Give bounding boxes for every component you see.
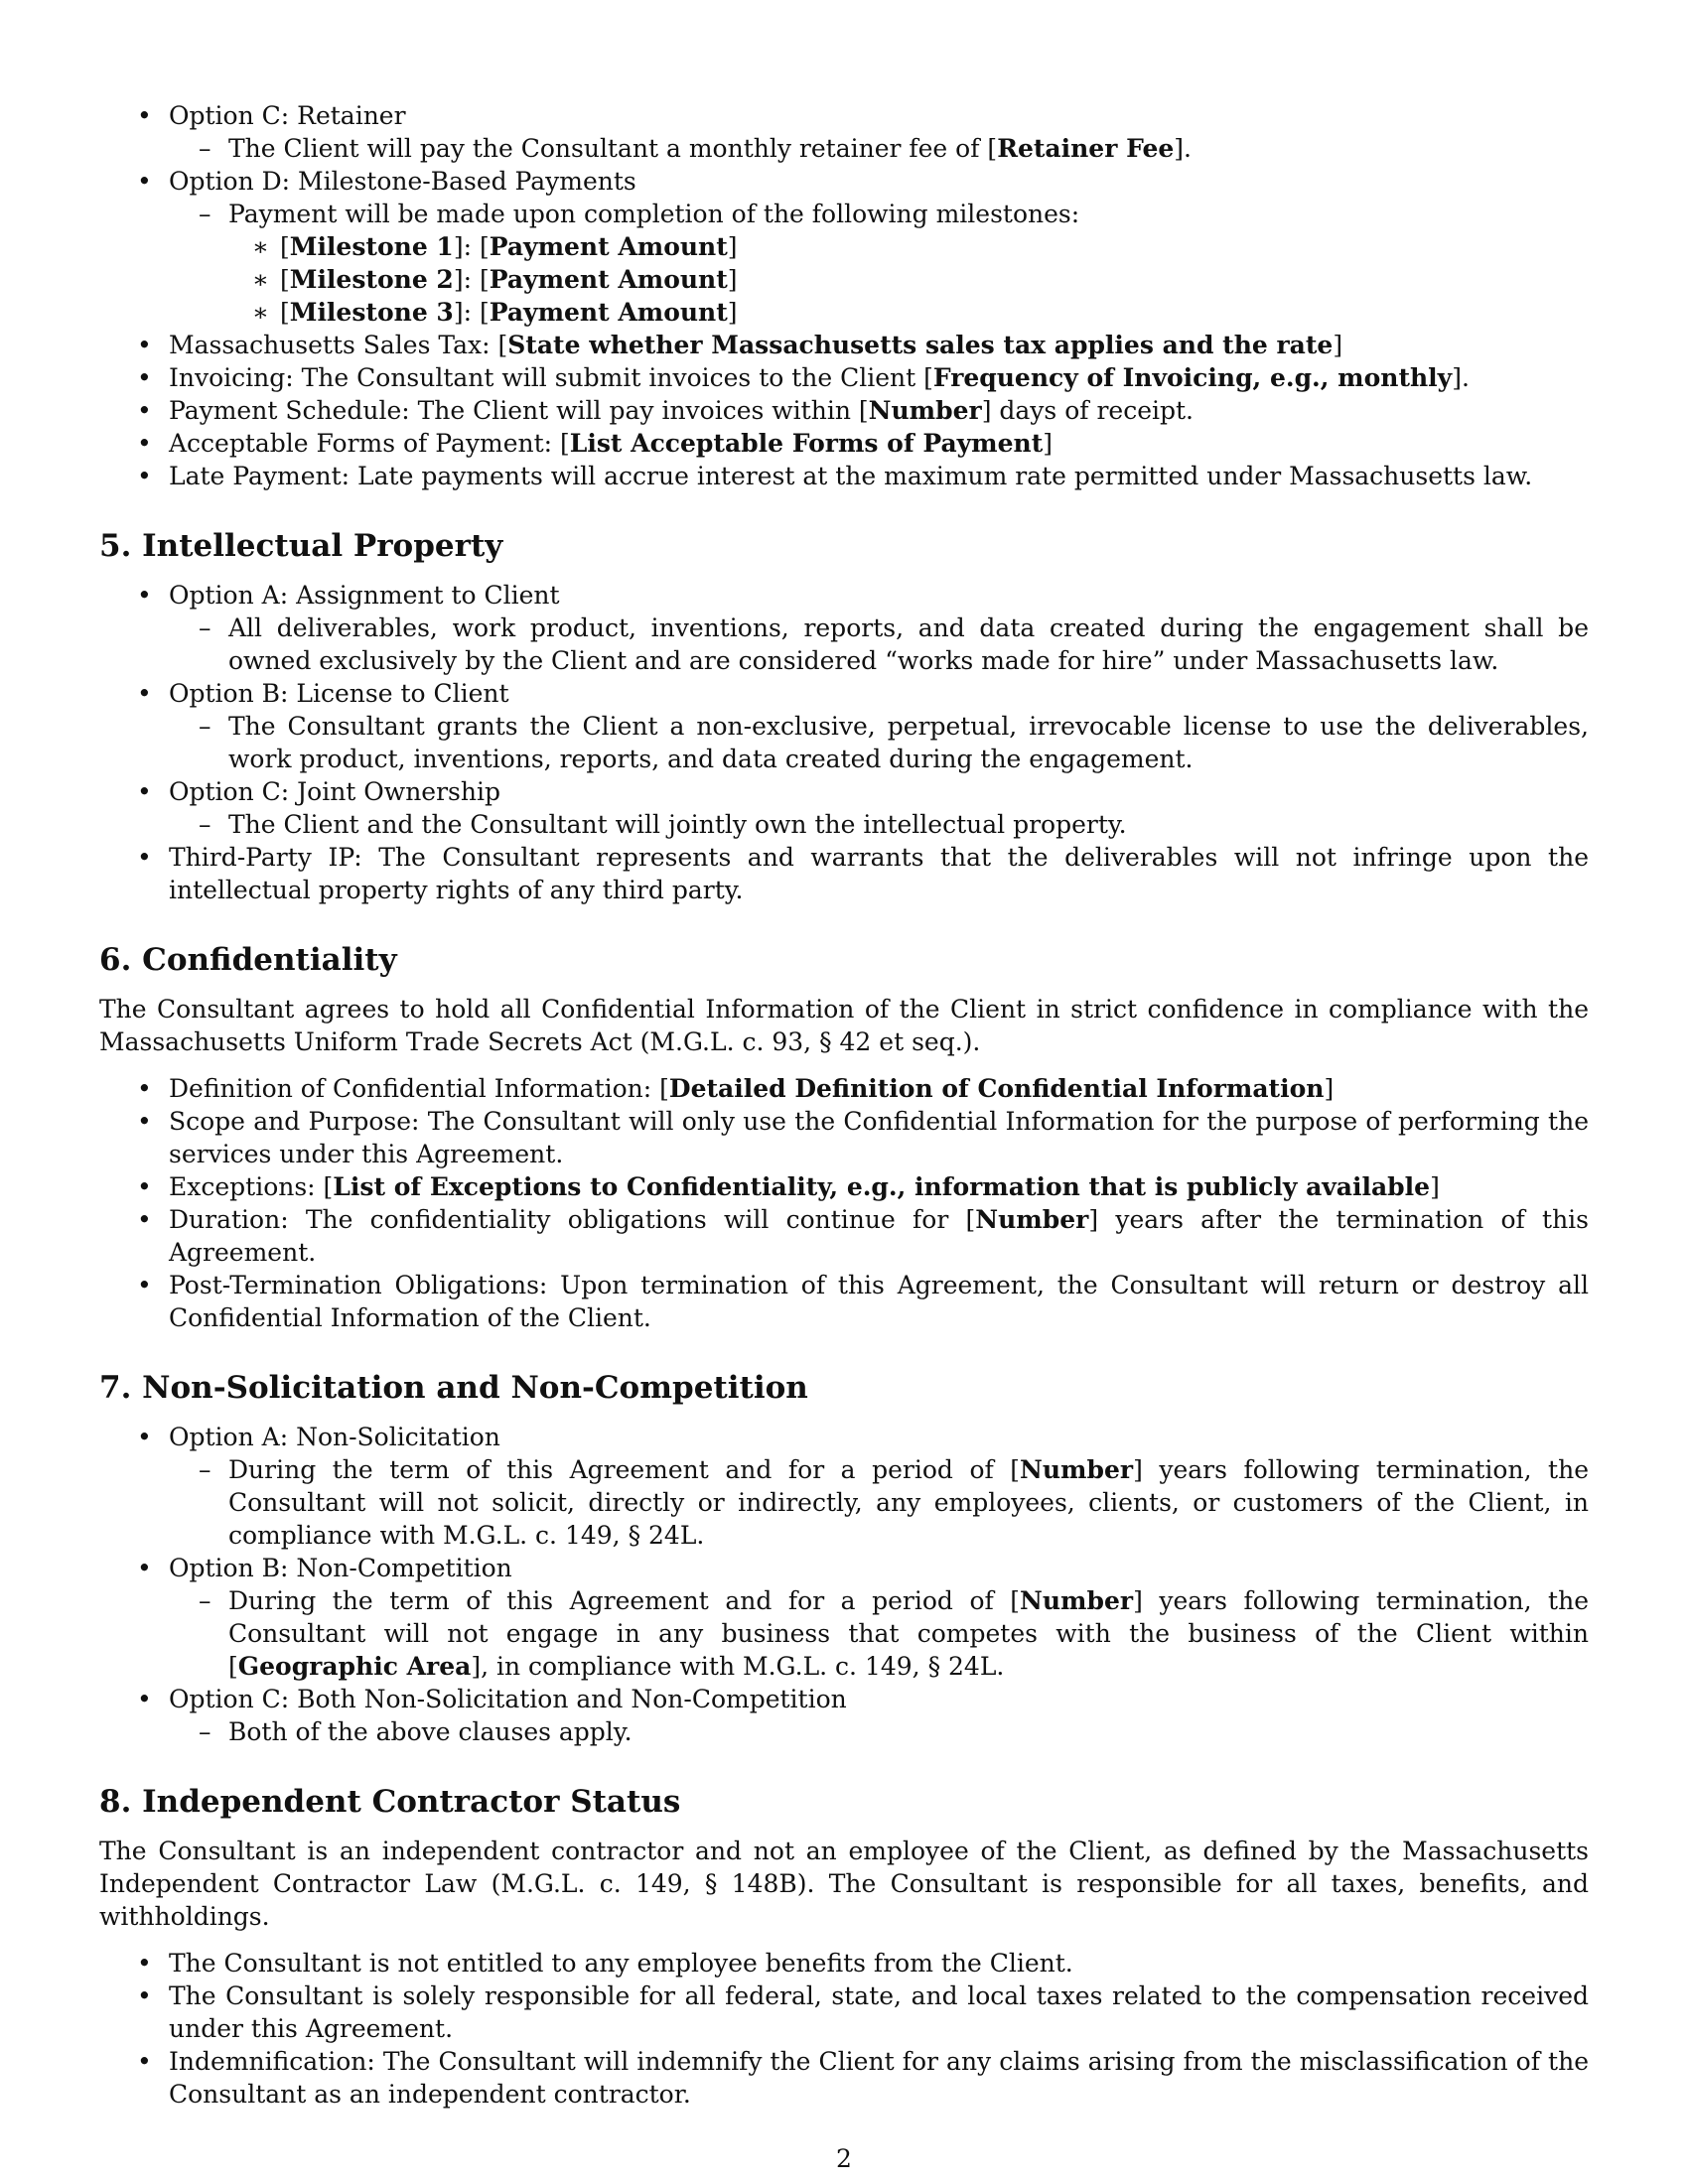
list-item: • Late Payment: Late payments will accrue interest at the maximum rate permitted under Massachusetts law. bbox=[99, 460, 1589, 492]
list-item: • Option C: Both Non-Solicitation and Non-Competition – Both of the above clauses apply. bbox=[99, 1683, 1589, 1748]
section-heading-confidentiality: 6. Confidentiality bbox=[99, 942, 397, 978]
list-item: • Third-Party IP: The Consultant represents and warrants that the deliverables will not infringe upon the intellectual property rights of any third party. bbox=[99, 841, 1589, 906]
placeholder-invoicing: Frequency of Invoicing, e.g., monthly bbox=[932, 363, 1453, 392]
list-item: • Massachusetts Sales Tax: [State whether Massachusetts sales tax applies and the rate] bbox=[99, 329, 1589, 361]
section-heading-independent-contractor: 8. Independent Contractor Status bbox=[99, 1784, 681, 1820]
placeholder-geographic-area: Geographic Area bbox=[237, 1652, 472, 1681]
placeholder-payment-forms: List Acceptable Forms of Payment bbox=[569, 429, 1044, 458]
contractor-list bbox=[99, 1947, 1589, 2111]
contractor-intro: The Consultant is an independent contractor and not an employee of the Client, as defined by the Massachusetts Independent Contractor Law (M.G.L. c. 149, § 148B). The Consultant is responsible for all taxes, benefits, and withholdings. bbox=[99, 1837, 1589, 1931]
list-item: • Indemnification: The Consultant will indemnify the Client for any claims arising from the misclassification of the Consultant as an independent contractor. bbox=[99, 2045, 1589, 2111]
ip-options-list bbox=[99, 579, 1589, 906]
list-item: • Post-Termination Obligations: Upon termination of this Agreement, the Consultant will return or destroy all Confidential Information of the Client. bbox=[99, 1269, 1589, 1334]
list-item bbox=[99, 165, 1589, 329]
placeholder-definition: Detailed Definition of Confidential Information bbox=[668, 1074, 1325, 1103]
milestone-item: ∗ [Milestone 3]: [Payment Amount] bbox=[228, 296, 1589, 329]
payment-option-d: Option D: Milestone-Based Payments bbox=[169, 167, 636, 196]
list-item: • Exceptions: [List of Exceptions to Confidentiality, e.g., information that is publicly available] bbox=[99, 1170, 1589, 1203]
list-item: – During the term of this Agreement and for a period of [Number] years following termination, the Consultant will not engage in any business that competes with the business of the Client within [Geographic Area], in compliance with M.G.L. c. 149, § 24L. bbox=[169, 1584, 1589, 1683]
placeholder-number: Number bbox=[1020, 1586, 1134, 1615]
list-item: – The Client will pay the Consultant a monthly retainer fee of [Retainer Fee]. bbox=[169, 132, 1589, 165]
milestone-list bbox=[228, 230, 1589, 329]
confidentiality-list bbox=[99, 1072, 1589, 1334]
list-item: • Payment Schedule: The Client will pay invoices within [Number] days of receipt. bbox=[99, 394, 1589, 427]
list-item: • Invoicing: The Consultant will submit invoices to the Client [Frequency of Invoicing, e.g., monthly]. bbox=[99, 361, 1589, 394]
confidentiality-intro: The Consultant agrees to hold all Confidential Information of the Client in strict confidence in compliance with the Massachusetts Uniform Trade Secrets Act (M.G.L. c. 93, § 42 et seq.). bbox=[99, 995, 1589, 1056]
section-heading-intellectual-property: 5. Intellectual Property bbox=[99, 528, 503, 564]
list-item: • Acceptable Forms of Payment: [List Acceptable Forms of Payment] bbox=[99, 427, 1589, 460]
list-item: – Both of the above clauses apply. bbox=[169, 1715, 1589, 1748]
placeholder-sales-tax: State whether Massachusetts sales tax applies and the rate bbox=[507, 331, 1334, 359]
section-heading-non-solicitation: 7. Non-Solicitation and Non-Competition bbox=[99, 1370, 808, 1406]
document-page bbox=[99, 99, 1589, 2111]
list-item bbox=[99, 99, 1589, 165]
placeholder-retainer-fee: Retainer Fee bbox=[997, 134, 1175, 163]
payment-option-c: Option C: Retainer bbox=[169, 101, 406, 130]
milestone-item: ∗ [Milestone 2]: [Payment Amount] bbox=[228, 263, 1589, 296]
list-item: – The Consultant grants the Client a non-exclusive, perpetual, irrevocable license to use the deliverables, work product, inventions, reports, and data created during the engagement. bbox=[169, 710, 1589, 775]
list-item: • Definition of Confidential Information: [Detailed Definition of Confidential Information] bbox=[99, 1072, 1589, 1105]
list-item: – All deliverables, work product, inventions, reports, and data created during the engagement shall be owned exclusively by the Client and are considered “works made for hire” under Massachusetts law. bbox=[169, 612, 1589, 677]
placeholder-number: Number bbox=[1020, 1455, 1134, 1484]
milestone-item: ∗ [Milestone 1]: [Payment Amount] bbox=[228, 230, 1589, 263]
non-solicitation-list bbox=[99, 1421, 1589, 1748]
placeholder-exceptions: List of Exceptions to Confidentiality, e.g., information that is publicly available bbox=[333, 1172, 1431, 1201]
list-item: • Option A: Non-Solicitation – During the term of this Agreement and for a period of [Number] years following termination, the Consultant will not solicit, directly or indirectly, any employees, clients, or customers of the Client, in compliance with M.G.L. c. 149, § 24L. bbox=[99, 1421, 1589, 1552]
list-item: • Scope and Purpose: The Consultant will only use the Confidential Information for the purpose of performing the services under this Agreement. bbox=[99, 1105, 1589, 1170]
page-number: 2 bbox=[836, 2144, 852, 2173]
list-item: • The Consultant is not entitled to any employee benefits from the Client. bbox=[99, 1947, 1589, 1979]
payment-options-list bbox=[99, 99, 1589, 492]
list-item: – The Client and the Consultant will jointly own the intellectual property. bbox=[169, 808, 1589, 841]
placeholder-number: Number bbox=[868, 396, 982, 425]
list-item: • Option B: License to Client – The Consultant grants the Client a non-exclusive, perpetual, irrevocable license to use the deliverables, work product, inventions, reports, and data created during the engagement. bbox=[99, 677, 1589, 775]
list-item: • The Consultant is solely responsible for all federal, state, and local taxes related to the compensation received under this Agreement. bbox=[99, 1979, 1589, 2045]
list-item: • Duration: The confidentiality obligations will continue for [Number] years after the termination of this Agreement. bbox=[99, 1203, 1589, 1269]
list-item: • Option B: Non-Competition – During the term of this Agreement and for a period of [Number] years following termination, the Consultant will not engage in any business that competes with the business of the Client within [Geographic Area], in compliance with M.G.L. c. 149, § 24L. bbox=[99, 1552, 1589, 1683]
list-item: – During the term of this Agreement and for a period of [Number] years following termination, the Consultant will not solicit, directly or indirectly, any employees, clients, or customers of the Client, in compliance with M.G.L. c. 149, § 24L. bbox=[169, 1453, 1589, 1552]
list-item: • Option C: Joint Ownership – The Client and the Consultant will jointly own the intellectual property. bbox=[99, 775, 1589, 841]
list-item: • Option A: Assignment to Client – All deliverables, work product, inventions, reports, and data created during the engagement shall be owned exclusively by the Client and are considered “works made for hire” under Massachusetts law. bbox=[99, 579, 1589, 677]
list-item: – Payment will be made upon completion of the following milestones: ∗ [Milestone 1]: [Payment Amount] ∗ [Milestone 2]: [Payment Amount] ∗ [Milestone 3]: [Payment Amount] bbox=[169, 198, 1589, 329]
placeholder-number: Number bbox=[975, 1205, 1089, 1234]
